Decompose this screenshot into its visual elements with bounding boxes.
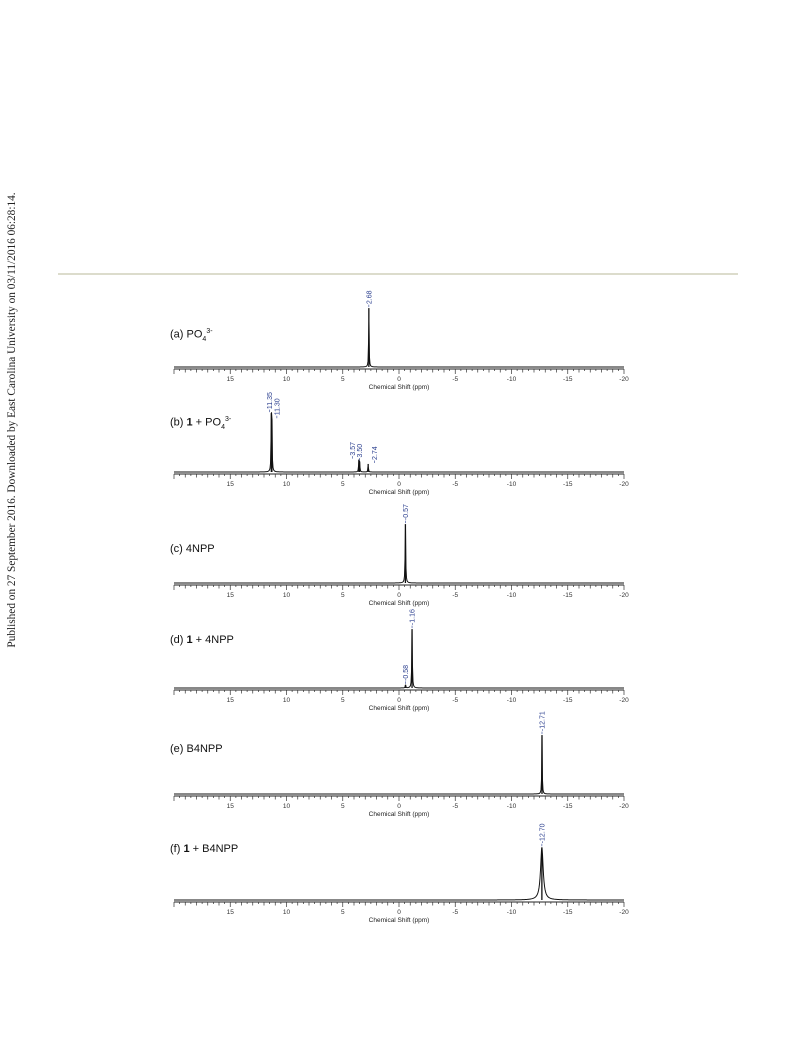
panel-label-part: + 4NPP (192, 634, 234, 646)
spectrum-trace (174, 735, 624, 794)
spectrum-trace (174, 412, 624, 472)
peak-label: 11.35 (266, 392, 274, 410)
x-tick-label: 0 (397, 803, 401, 810)
panel-label-part: 1 (186, 634, 193, 646)
panel-label-part: 4NPP (185, 543, 215, 555)
panel-label-part: (c) (170, 543, 186, 555)
x-axis-title: Chemical Shift (ppm) (368, 600, 430, 607)
x-tick-label: 10 (282, 697, 291, 704)
x-tick-label: -20 (619, 909, 629, 916)
spectrum-trace (174, 630, 624, 688)
x-tick-label: -10 (506, 481, 517, 488)
spectrum-panel-e (174, 711, 629, 818)
x-tick-label: -15 (563, 909, 573, 916)
peak-label: 2.68 (366, 290, 374, 305)
x-tick-label: -20 (619, 376, 629, 383)
x-tick-label: -20 (619, 592, 629, 599)
x-tick-label: -10 (506, 697, 517, 704)
x-tick-label: -5 (452, 376, 459, 383)
x-tick-label: -20 (619, 803, 629, 810)
panel-label-e (170, 743, 223, 755)
peak-label: -12.70 (539, 823, 547, 844)
panel-label-b (170, 416, 231, 431)
x-tick-label: 0 (397, 376, 401, 383)
x-tick-label: 10 (282, 909, 291, 916)
panel-label-a (170, 328, 213, 343)
x-tick-label: 5 (340, 481, 345, 488)
panel-label-d (170, 634, 234, 646)
x-tick-label: -15 (563, 376, 573, 383)
x-axis-title: Chemical Shift (ppm) (368, 384, 430, 391)
x-tick-label: -10 (506, 803, 517, 810)
panel-label-part: (f) (170, 843, 184, 855)
x-tick-label: 5 (340, 697, 345, 704)
panel-label-part: 1 (183, 843, 190, 855)
x-tick-label: 10 (282, 481, 291, 488)
x-tick-label: 0 (397, 909, 401, 916)
peak-label: 11.30 (274, 398, 282, 416)
spectrum-panel-a (174, 290, 629, 391)
x-tick-label: -15 (563, 592, 573, 599)
x-tick-label: 5 (340, 592, 345, 599)
panel-label-part: (d) (170, 634, 187, 646)
x-tick-label: 15 (226, 592, 234, 599)
x-axis-title: Chemical Shift (ppm) (368, 917, 430, 924)
x-tick-label: 15 (226, 376, 234, 383)
spectrum-panel-c (174, 504, 629, 607)
x-tick-label: -20 (619, 481, 629, 488)
x-tick-label: -5 (452, 803, 459, 810)
x-tick-label: 15 (226, 803, 234, 810)
x-axis-title: Chemical Shift (ppm) (368, 705, 430, 712)
x-tick-label: 5 (340, 803, 345, 810)
spectrum-panel-b (174, 392, 629, 496)
panel-label-part: (b) (170, 416, 187, 429)
x-tick-label: 0 (397, 697, 401, 704)
x-tick-label: 15 (226, 481, 234, 488)
x-tick-label: -5 (452, 697, 459, 704)
x-tick-label: -15 (563, 803, 573, 810)
spectrum-trace (174, 848, 624, 900)
panel-label-part: + PO (192, 416, 222, 429)
x-tick-label: -20 (619, 697, 629, 704)
panel-label-part: (a) (170, 328, 187, 341)
peak-label: -1.16 (409, 609, 417, 626)
x-tick-label: 0 (397, 481, 401, 488)
x-axis-title: Chemical Shift (ppm) (368, 811, 430, 818)
panel-label-f (170, 843, 238, 855)
panel-label-part: PO (186, 328, 203, 341)
x-tick-label: -5 (452, 481, 459, 488)
x-tick-label: -15 (563, 481, 573, 488)
spectrum-panel-f (174, 823, 629, 924)
x-tick-label: 10 (282, 376, 291, 383)
panel-label-part: 1 (186, 416, 193, 429)
panel-label-part: (e) (170, 743, 187, 755)
x-tick-label: -5 (452, 909, 459, 916)
x-axis-title: Chemical Shift (ppm) (368, 489, 430, 496)
x-tick-label: 10 (282, 592, 291, 599)
spectrum-panel-d (174, 609, 629, 712)
spectrum-trace (174, 321, 624, 367)
panel-label-part: 3- (224, 416, 232, 423)
x-tick-label: 0 (397, 592, 401, 599)
panel-label-part: 4 (202, 335, 207, 343)
peak-label: 3.57 (349, 441, 357, 456)
publication-note-text: Published on 27 September 2016. Downloaded by East Carolina University on 03/11/2016 06:28:14. (6, 192, 18, 648)
x-tick-label: 15 (226, 909, 234, 916)
panel-label-c (170, 543, 215, 555)
panel-label-part: 3- (206, 328, 213, 335)
x-tick-label: -10 (506, 909, 517, 916)
x-tick-label: -10 (506, 592, 517, 599)
x-tick-label: 5 (340, 376, 345, 383)
x-tick-label: 15 (226, 697, 234, 704)
x-tick-label: 10 (282, 803, 291, 810)
x-tick-label: -5 (452, 592, 459, 599)
x-tick-label: -10 (506, 376, 517, 383)
peak-label: 2.74 (372, 446, 380, 460)
x-tick-label: -15 (563, 697, 573, 704)
spectrum-trace (174, 528, 624, 583)
peak-label: 3.50 (357, 443, 365, 458)
x-tick-label: 5 (340, 909, 345, 916)
panel-label-part: 4 (221, 423, 225, 431)
peak-label: -12.71 (539, 711, 547, 732)
peak-label: -0.57 (402, 504, 410, 521)
peak-label: -0.58 (403, 664, 411, 681)
panel-label-part: + B4NPP (189, 843, 239, 855)
panel-label-part: B4NPP (186, 743, 223, 755)
